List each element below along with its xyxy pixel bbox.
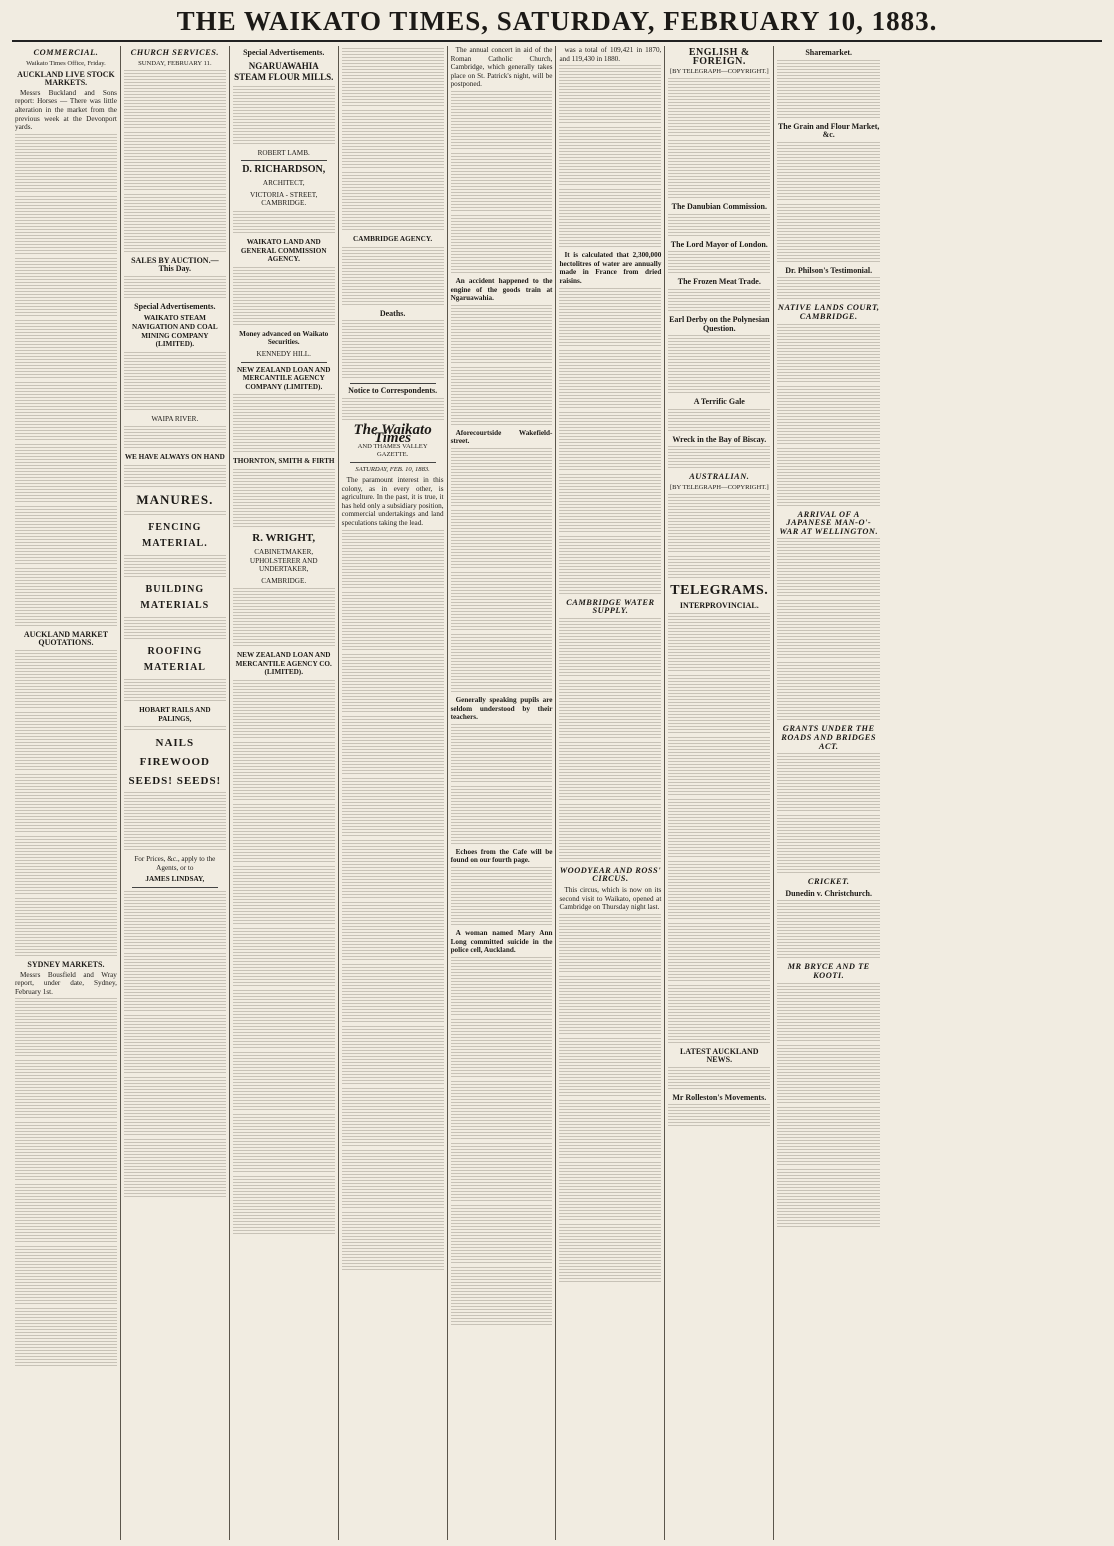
text-block xyxy=(342,247,444,307)
text-block xyxy=(124,352,226,412)
columns xyxy=(12,46,1102,1540)
building-materials-ad: BUILDING MATERIALS xyxy=(140,583,210,611)
interprovincial-heading: INTERPROVINCIAL. xyxy=(679,600,759,610)
text-block xyxy=(15,774,117,834)
divider xyxy=(350,383,436,384)
text-block xyxy=(15,506,117,566)
text-block xyxy=(559,680,661,740)
special-ads-heading: Special Advertisements. xyxy=(134,301,216,311)
danubian-heading: The Danubian Commission. xyxy=(671,202,767,212)
accident-item: An accident happened to the engine of the goods train at Ngaruawahia. xyxy=(450,276,553,303)
echoes-item: Echoes from the Cafe will be found on our fourth page. xyxy=(450,847,553,865)
masthead xyxy=(12,0,1102,42)
frozen-meat-heading: The Frozen Meat Trade. xyxy=(677,277,761,287)
column-local-news xyxy=(448,46,557,1540)
australian-heading: AUSTRALIAN. xyxy=(689,472,750,482)
column-church-services xyxy=(121,46,230,1540)
flour-mills-ad: NGARUAWAHIA STEAM FLOUR MILLS. xyxy=(234,60,334,82)
column-markets xyxy=(774,46,883,1540)
wright-name: R. WRIGHT, xyxy=(252,531,316,544)
divider xyxy=(241,362,327,363)
australian-copyright: [BY TELEGRAPH—COPYRIGHT.] xyxy=(669,483,769,491)
sharemarket-heading: Sharemarket. xyxy=(805,48,853,57)
text-block xyxy=(451,153,553,213)
raisins-item: It is calculated that 2,300,000 hectolitres of water are annually made in France from dried raisins. xyxy=(559,251,662,285)
text-block xyxy=(559,288,661,348)
apply-agents: For Prices, &c., apply to the Agents, or to xyxy=(134,855,216,872)
text-block xyxy=(451,367,553,427)
population-item: was a total of 109,421 in 1870, and 119,430 in 1880. xyxy=(559,46,662,63)
text-block xyxy=(451,724,553,784)
text-block xyxy=(451,1081,553,1141)
text-block xyxy=(559,618,661,678)
market-quotations-heading: AUCKLAND MARKET QUOTATIONS. xyxy=(23,629,109,648)
church-services-heading: CHURCH SERVICES. xyxy=(130,48,220,57)
divider xyxy=(132,887,218,888)
thornton-smith-firth-ad: THORNTON, SMITH & FIRTH xyxy=(233,457,335,466)
text-block xyxy=(15,1246,117,1306)
commission-agency-ad: WAIKATO LAND AND GENERAL COMMISSION AGENCY. xyxy=(240,237,327,264)
text-block xyxy=(559,976,661,1036)
roofing-ad: ROOFING MATERIAL xyxy=(143,645,206,673)
text-block xyxy=(342,48,444,108)
text-block xyxy=(233,469,335,529)
text-block xyxy=(668,494,770,554)
text-block xyxy=(668,1067,770,1091)
text-block xyxy=(15,650,117,710)
earl-derby-heading: Earl Derby on the Polynesian Question. xyxy=(669,314,770,333)
text-block xyxy=(15,382,117,442)
column-telegrams xyxy=(665,46,774,1540)
text-block xyxy=(777,983,880,1043)
cricket-match-heading: Dunedin v. Christchurch. xyxy=(785,888,872,898)
cambridge-agency-ad: CAMBRIDGE AGENCY. xyxy=(353,235,433,243)
text-block xyxy=(777,753,880,813)
wakefield-item: Aforecourtside Wakefield-street. xyxy=(450,428,553,446)
text-block xyxy=(559,1038,661,1098)
column-advertisements xyxy=(230,46,339,1540)
church-date: SUNDAY, FEBRUARY 11. xyxy=(138,59,212,67)
correspondents-heading: Notice to Correspondents. xyxy=(348,386,438,396)
loan-agency-ad: NEW ZEALAND LOAN AND MERCANTILE AGENCY COMPANY (LIMITED). xyxy=(236,365,331,391)
text-block xyxy=(668,446,770,470)
text-block xyxy=(668,251,770,275)
money-advanced-ad: Money advanced on Waikato Securities. xyxy=(239,329,329,347)
divider xyxy=(241,160,327,161)
text-block xyxy=(668,675,770,735)
text-block xyxy=(233,1114,335,1174)
text-block xyxy=(451,786,553,846)
text-block xyxy=(342,172,444,232)
text-block xyxy=(233,1052,335,1112)
text-block xyxy=(124,679,226,703)
editorial-date: SATURDAY, FEB. 10, 1883. xyxy=(355,465,430,473)
text-block xyxy=(233,394,335,454)
text-block xyxy=(668,335,770,395)
japanese-warship-heading: ARRIVAL OF A JAPANESE MAN-O'-WAR AT WELLINGTON. xyxy=(779,509,879,536)
text-block xyxy=(777,277,880,301)
text-block xyxy=(777,142,880,202)
cricket-heading: CRICKET. xyxy=(807,877,850,887)
text-block xyxy=(15,134,117,194)
text-block xyxy=(777,538,880,598)
text-block xyxy=(559,914,661,974)
text-block xyxy=(342,964,444,1024)
text-block xyxy=(342,1088,444,1148)
text-block xyxy=(15,1122,117,1182)
philson-heading: Dr. Philson's Testimonial. xyxy=(785,265,873,275)
text-block xyxy=(451,1267,553,1327)
text-block xyxy=(668,214,770,238)
text-block xyxy=(124,953,226,1013)
water-supply-heading: CAMBRIDGE WATER SUPPLY. xyxy=(566,597,655,616)
text-block xyxy=(559,1224,661,1284)
text-block xyxy=(233,211,335,235)
text-block xyxy=(342,110,444,170)
text-block xyxy=(668,1104,770,1128)
text-block xyxy=(15,258,117,318)
text-block xyxy=(777,324,880,384)
text-block xyxy=(451,634,553,694)
text-block xyxy=(451,957,553,1017)
livestock-report: Messrs Buckland and Sons report: Horses — There was little alteration in the market from the previous week at the Devonport yards. xyxy=(15,88,117,132)
biscay-heading: Wreck in the Bay of Biscay. xyxy=(672,434,767,444)
text-block xyxy=(233,804,335,864)
text-block xyxy=(451,448,553,508)
text-block xyxy=(15,998,117,1058)
text-block xyxy=(15,1308,117,1368)
text-block xyxy=(668,737,770,797)
text-block xyxy=(342,902,444,962)
text-block xyxy=(342,1026,444,1086)
text-block xyxy=(342,716,444,776)
text-block xyxy=(233,86,335,146)
text-block xyxy=(777,386,880,446)
auction-heading: SALES BY AUCTION.—This Day. xyxy=(131,255,219,274)
text-block xyxy=(451,1143,553,1203)
text-block xyxy=(15,898,117,958)
nails-ad: NAILS xyxy=(155,737,195,750)
text-block xyxy=(15,568,117,628)
text-block xyxy=(451,867,553,927)
text-block xyxy=(777,815,880,875)
text-block xyxy=(342,398,444,422)
divider xyxy=(350,462,436,463)
newspaper-title: THE WAIKATO TIMES, SATURDAY, FEBRUARY 10, 1883. xyxy=(176,6,938,36)
always-on-hand-ad: WE HAVE ALWAYS ON HAND xyxy=(124,453,225,462)
text-block xyxy=(451,1019,553,1079)
architect-name: D. RICHARDSON, xyxy=(242,164,326,176)
commercial-dateline: Waikato Times Office, Friday. xyxy=(26,59,106,67)
wright-trade: CABINETMAKER, UPHOLSTERER AND UNDERTAKER, xyxy=(249,547,318,574)
auckland-news-heading: LATEST AUCKLAND NEWS. xyxy=(679,1046,759,1065)
text-block xyxy=(342,530,444,590)
text-block xyxy=(777,900,880,960)
text-block xyxy=(451,510,553,570)
loan-agency-ad-2: NEW ZEALAND LOAN AND MERCANTILE AGENCY CO. (LIMITED). xyxy=(235,651,332,677)
livestock-heading: AUCKLAND LIVE STOCK MARKETS. xyxy=(17,69,115,88)
text-block xyxy=(124,555,226,579)
text-block xyxy=(233,588,335,648)
text-block xyxy=(777,1169,880,1229)
text-block xyxy=(124,1139,226,1199)
text-block xyxy=(342,592,444,652)
waipa-river-ad: WAIPA RIVER. xyxy=(151,414,199,423)
text-block xyxy=(15,836,117,896)
text-block xyxy=(559,127,661,187)
text-block xyxy=(124,1077,226,1137)
text-block xyxy=(124,891,226,951)
text-block xyxy=(124,70,226,130)
text-block xyxy=(233,680,335,740)
text-block xyxy=(342,778,444,838)
editorial-masthead: The Waikato Times xyxy=(353,421,432,447)
seeds-ad: SEEDS! SEEDS! xyxy=(128,775,222,788)
text-block xyxy=(668,78,770,138)
text-block xyxy=(777,448,880,508)
text-block xyxy=(668,861,770,921)
text-block xyxy=(777,204,880,264)
text-block xyxy=(559,474,661,534)
text-block xyxy=(233,267,335,327)
text-block xyxy=(342,840,444,900)
pupils-item: Generally speaking pupils are seldom understood by their teachers. xyxy=(450,695,553,722)
money-advanced-agent: KENNEDY HILL. xyxy=(256,349,311,358)
text-block xyxy=(559,1100,661,1160)
text-block xyxy=(451,305,553,365)
text-block xyxy=(233,742,335,802)
text-block xyxy=(124,426,226,450)
text-block xyxy=(451,1205,553,1265)
text-block xyxy=(233,1176,335,1236)
text-block xyxy=(342,320,444,380)
text-block xyxy=(124,617,226,641)
text-block xyxy=(559,65,661,125)
grain-flour-heading: The Grain and Flour Market, &c. xyxy=(777,121,880,140)
special-ads-heading-2: Special Advertisements. xyxy=(243,48,325,57)
text-block xyxy=(15,712,117,772)
text-block xyxy=(124,132,226,192)
text-block xyxy=(15,444,117,504)
text-block xyxy=(451,572,553,632)
text-block xyxy=(668,140,770,200)
text-block xyxy=(124,792,226,852)
text-block xyxy=(15,196,117,256)
text-block xyxy=(777,60,880,120)
sydney-markets-heading: SYDNEY MARKETS. xyxy=(27,959,105,969)
text-block xyxy=(777,1107,880,1167)
text-block xyxy=(451,215,553,275)
text-block xyxy=(668,799,770,859)
text-block xyxy=(233,928,335,988)
suicide-item: A woman named Mary Ann Long committed suicide in the police cell, Auckland. xyxy=(450,928,553,955)
column-commercial xyxy=(12,46,121,1540)
text-block xyxy=(559,1162,661,1222)
architect-title: ARCHITECT, xyxy=(262,179,305,188)
text-block xyxy=(668,289,770,313)
text-block xyxy=(777,600,880,660)
flour-mills-proprietor: ROBERT LAMB. xyxy=(257,148,310,157)
telegrams-heading: TELEGRAMS. xyxy=(670,582,769,598)
text-block xyxy=(124,194,226,254)
text-block xyxy=(559,742,661,802)
text-block xyxy=(342,1212,444,1272)
firewood-ad: FIREWOOD xyxy=(139,756,210,769)
native-lands-heading: NATIVE LANDS COURT, CAMBRIDGE. xyxy=(777,303,880,321)
text-block xyxy=(559,350,661,410)
text-block xyxy=(451,91,553,151)
circus-heading: WOODYEAR AND ROSS' CIRCUS. xyxy=(559,865,662,884)
english-foreign-heading: ENGLISH & FOREIGN. xyxy=(688,47,750,67)
manures-ad: MANURES. xyxy=(136,491,214,507)
text-block xyxy=(342,1150,444,1210)
text-block xyxy=(233,990,335,1050)
rolleston-heading: Mr Rolleston's Movements. xyxy=(672,1092,767,1102)
editorial-lead: The paramount interest in this colony, as in every other, is agriculture. In the past, it is true, it has held only a subsidiary position, commercial undertakings and land speculations taking the lead. xyxy=(341,475,444,527)
text-block xyxy=(668,923,770,983)
bryce-te-kooti-heading: MR BRYCE AND TE KOOTI. xyxy=(787,962,870,980)
roads-bridges-heading: GRANTS UNDER THE ROADS AND BRIDGES ACT. xyxy=(781,724,877,751)
text-block xyxy=(559,804,661,864)
commercial-heading: COMMERCIAL. xyxy=(33,48,99,57)
text-block xyxy=(777,1045,880,1105)
text-block xyxy=(124,276,226,300)
text-block xyxy=(668,409,770,433)
copyright-note: [BY TELEGRAPH—COPYRIGHT.] xyxy=(669,68,769,76)
text-block xyxy=(15,1060,117,1120)
text-block xyxy=(668,556,770,580)
circus-item: This circus, which is now on its second visit to Waikato, opened at Cambridge on Thursday night last. xyxy=(559,885,662,912)
sydney-report: Messrs Bousfield and Wray report, under date, Sydney, February 1st. xyxy=(15,970,117,996)
architect-address: VICTORIA - STREET, CAMBRIDGE. xyxy=(250,190,318,208)
text-block xyxy=(777,662,880,722)
hobart-rails-ad: HOBART RAILS AND PALINGS, xyxy=(139,705,211,723)
text-block xyxy=(233,866,335,926)
text-block xyxy=(124,465,226,489)
fencing-ad: FENCING MATERIAL. xyxy=(141,521,208,549)
text-block xyxy=(559,412,661,472)
concert-item: The annual concert in aid of the Roman Catholic Church, Cambridge, which generally takes place on St. Patrick's night, will be postponed. xyxy=(450,46,553,89)
text-block xyxy=(342,654,444,714)
text-block xyxy=(124,511,226,517)
text-block xyxy=(559,536,661,596)
column-local-news-2 xyxy=(556,46,665,1540)
wright-town: CAMBRIDGE. xyxy=(261,576,307,585)
text-block xyxy=(124,726,226,732)
gale-heading: A Terrific Gale xyxy=(693,397,745,407)
steam-navigation-ad: WAIKATO STEAM NAVIGATION AND COAL MINING COMPANY (LIMITED). xyxy=(132,314,218,349)
text-block xyxy=(668,613,770,673)
agent-name: JAMES LINDSAY, xyxy=(145,875,205,884)
text-block xyxy=(124,1015,226,1075)
lord-mayor-heading: The Lord Mayor of London. xyxy=(670,239,768,249)
text-block xyxy=(559,189,661,249)
text-block xyxy=(668,985,770,1045)
column-editorial xyxy=(339,46,448,1540)
text-block xyxy=(15,1184,117,1244)
deaths-heading: Deaths. xyxy=(379,308,406,318)
editorial-masthead-sub: AND THAMES VALLEY GAZETTE. xyxy=(357,442,428,458)
text-block xyxy=(15,320,117,380)
